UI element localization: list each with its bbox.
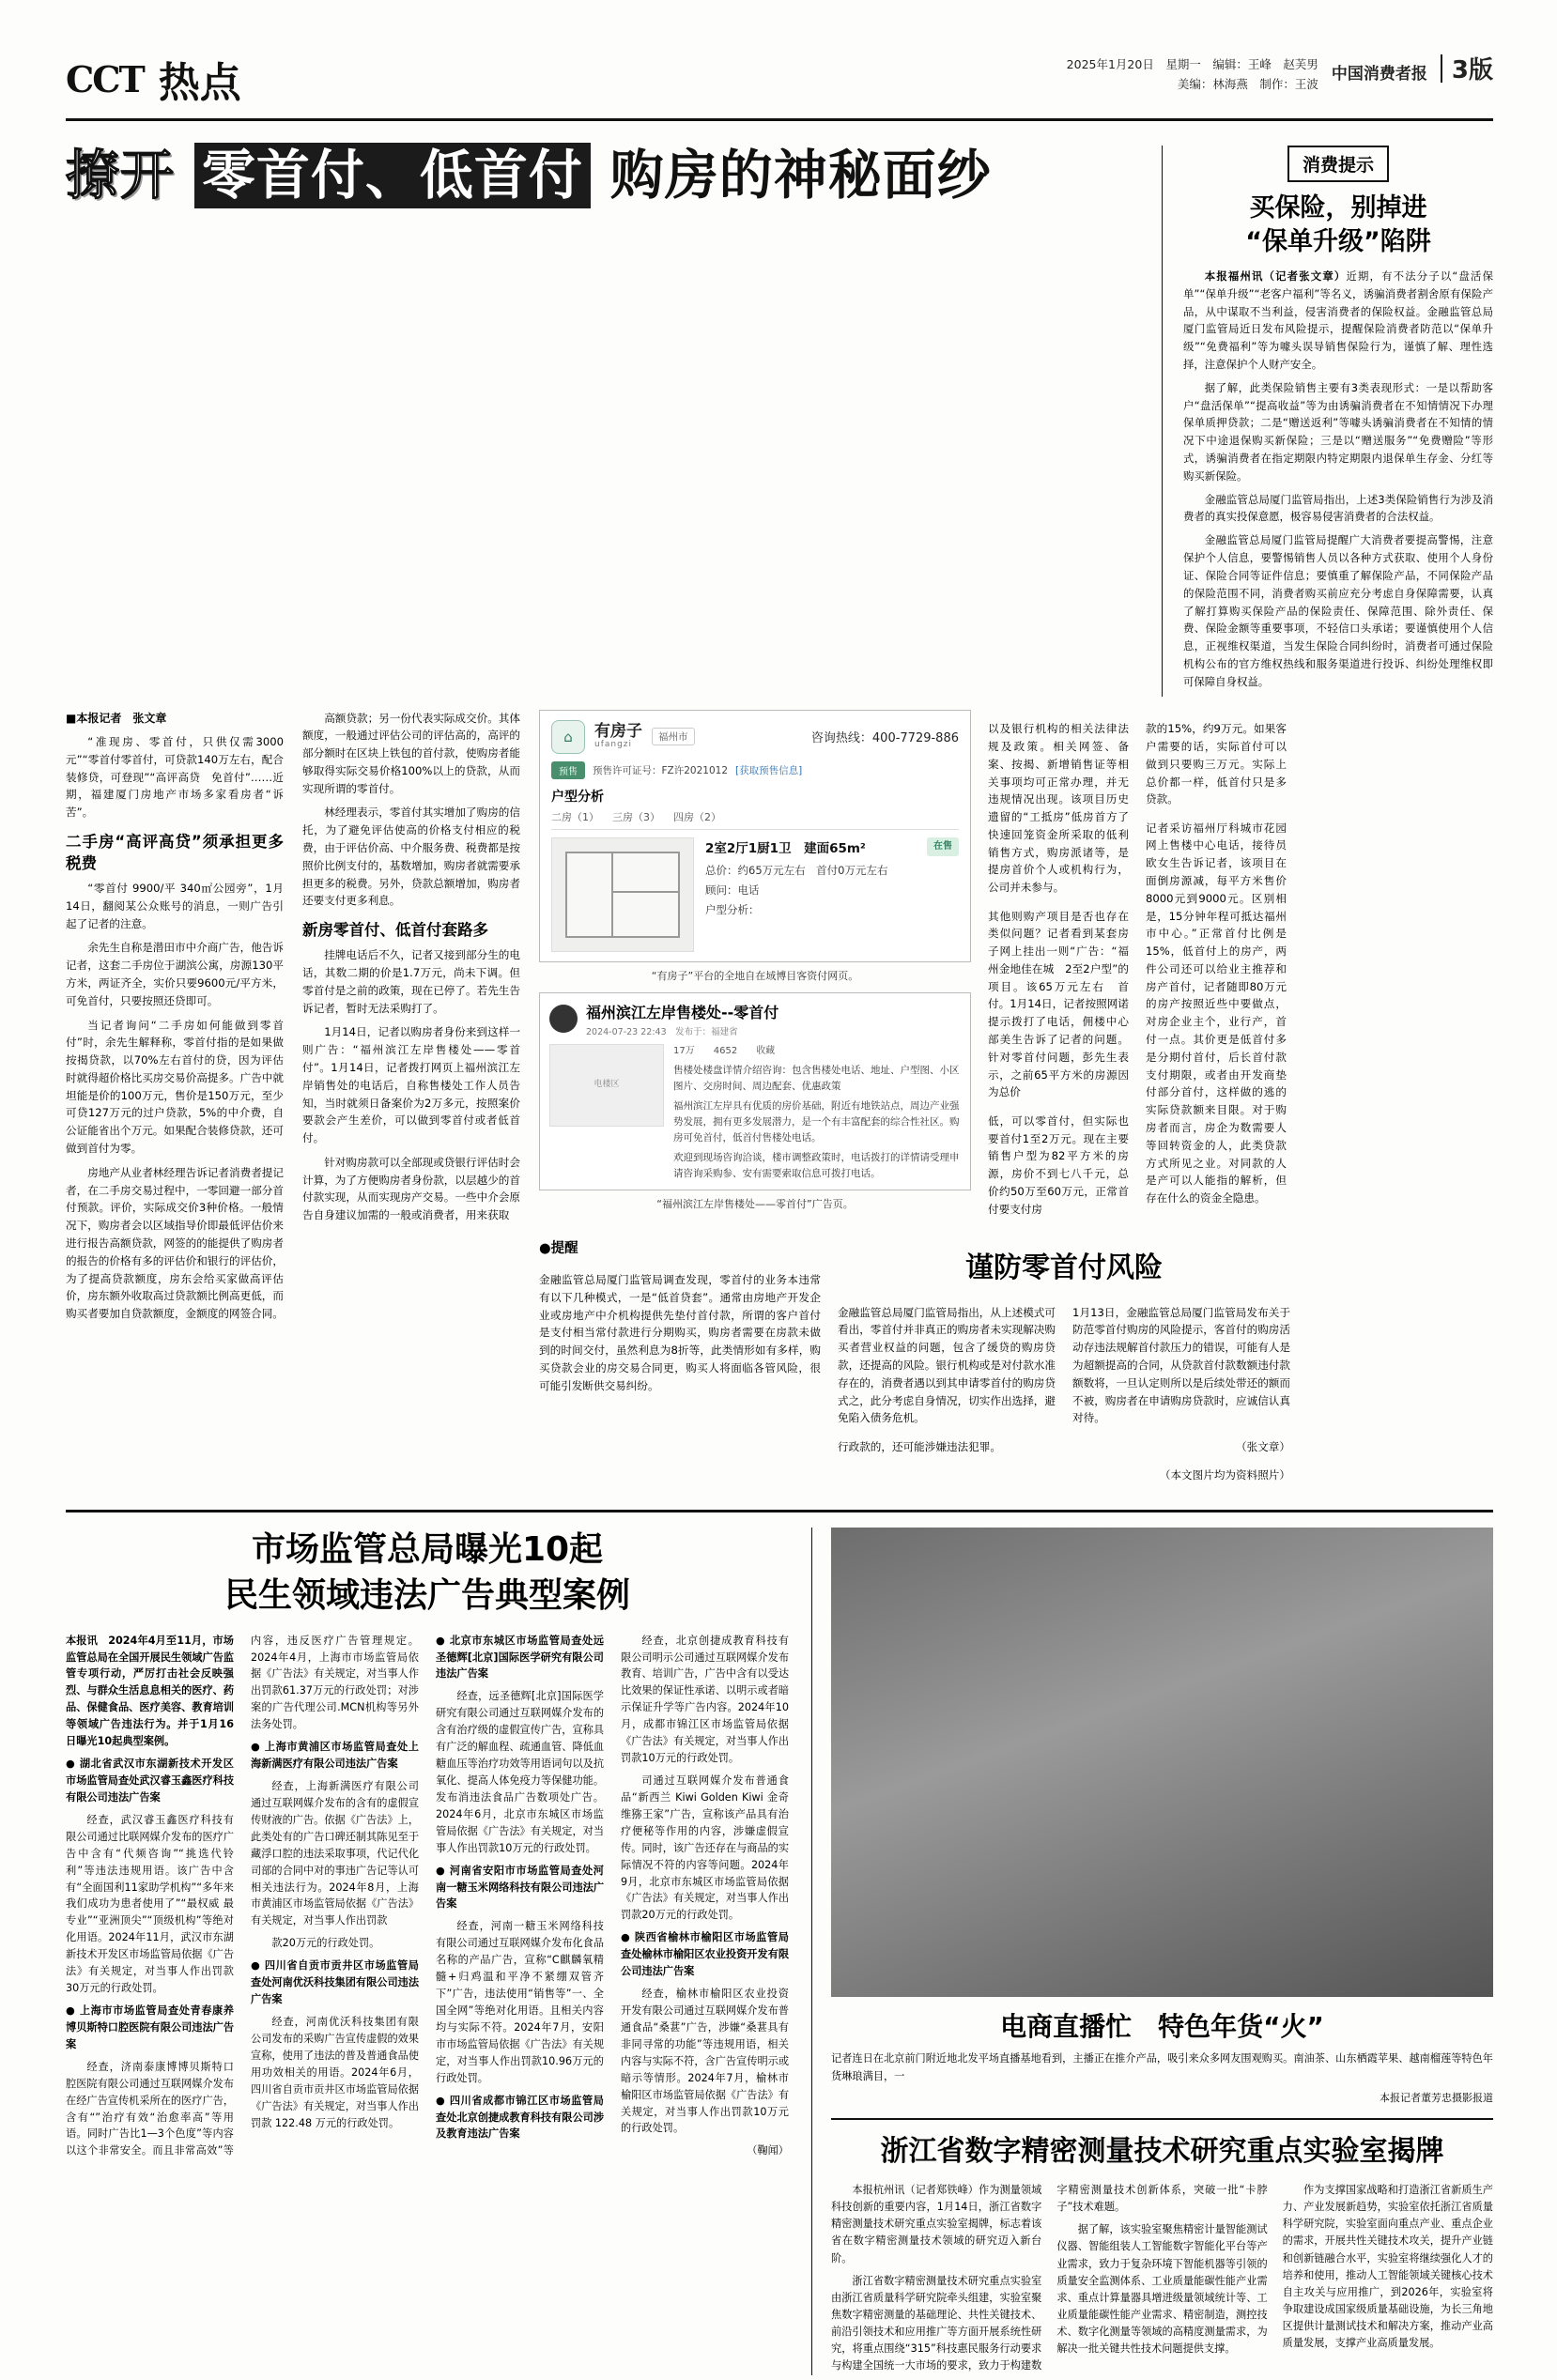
tip-column — [1162, 146, 1493, 697]
ad-tab-2room[interactable]: 二房（1） — [551, 810, 599, 823]
warning-main — [838, 1235, 1290, 1495]
a2-i8: 经查，河南优沃科技集团有限公司发布的采购广告宣传虚假的效果宣称，使用了违法的普及普通食品使用功效相关的用语。2024年6月，四川省自贡市贡井区市场监管局依据《广告法》有关规定，对当事人作出罚款 122.48 万元的行政处罚。 — [251, 2015, 420, 2129]
a2-i9: ● 北京市东城区市场监管局查处远圣德辉[北京]国际医学研究有限公司违法广告案 — [436, 1634, 604, 1681]
headline-part3: 购房的神秘面纱 — [609, 145, 992, 207]
ad-license-link[interactable]: [获取预售信息] — [735, 764, 803, 776]
issue-date: 2025年1月20日 — [1066, 57, 1154, 71]
tip-p0: 近期，有不法分子以“盘活保单”“保单升级”“老客户福利”等名义，诱骗消费者割舍原有保险产品，从中谋取不当利益，侵害消费者的保险权益。金融监管总局厦门监管局近日发布风险提示，提醒保险消费者防范以“保单升级”“免费福利”等为噱头误导销售保险行为，谨慎了解、理性选择，注意保护个人财产安全。 — [1183, 269, 1493, 371]
photo-ecommerce-livestream — [831, 1528, 1493, 1997]
warn-c3: 行政款的，还可能涉嫌违法犯罪。 — [838, 1439, 1001, 1453]
a2-i10: 经查，远圣德辉[北京]国际医学研究有限公司通过互联网媒介发布的含有治疗级的虚假宣传广告，宣称具有广泛的解血程、疏通血管、降低血糖血压等治疗功效等用语词句以及抗氧化、提高人体免疫力等保健功能。发布消违法食品广告数项处广告。2024年6月，北京市东城区市场监管局依据《广告法》有关规定，对当事人作出罚款10万元的行政处罚。 — [436, 1690, 605, 1854]
a1-c4-p0: 款的15%，约9万元。如果客户需要的话，实际首付可以做到只要购三万元。实际上总价都一样，低首付只是多贷款。 — [1146, 722, 1287, 806]
house-icon: ⌂ — [551, 720, 585, 754]
article1-col4 — [1146, 710, 1287, 1229]
warning-left — [539, 1235, 821, 1495]
a2-i11: ● 河南省安阳市市场监管局查处河南一糖玉米网络科技有限公司违法广告案 — [436, 1864, 605, 1911]
a1-c2b-p1: 1月14日，记者以购房者身份来到这样一则广告：“福州滨江左岸售楼处——零首付”。1月14日，记者拨打网页上福州滨江左岸销售处的电话后，自称售楼处工作人员告知，当时就须日备案价为2万多元，按照案价要款会产生差价，可以做到零首付或者低首付。 — [302, 1025, 520, 1145]
article1-col2 — [302, 710, 520, 1496]
a2-i1: 经查，武汉睿玉鑫医疗科技有限公司通过比联网媒介发布的医疗广告中含有“代频咨询”“挑选代铃利”等违法违规用语。该广告中含有“全面国利11家助学机构”“多年来我们成功为患者使用了”“最权威 最专业”“亚洲顶尖”“顶级机构”等绝对化用语。2024年11月，武汉市东湖新技术开发区市场监管局依据《广告法》有关规定，对当事人作出罚款30万元的行政处罚。 — [66, 1813, 235, 1995]
section-title: 热点 — [158, 59, 241, 107]
article2-title: 市场监管总局曝光10起 民生领域违法广告典型案例 — [224, 1530, 630, 1616]
ad-total-price: 总价：约65万元左右 — [705, 863, 806, 877]
a1-c3-p2: 低，可以零首付，但实际也要首付1至2万元。现在主要销售户型为82平方米的房源，房价不到七八千元，总价约50万至60万元，正常首付要支付房 — [988, 1113, 1129, 1216]
a1-c1b-p2: 当记者询问“二手房如何能做到零首付”时，余先生解释称，零首付指的是如果做按揭贷款，以70%左右首付的贷，因为评估时就得超价格比买房交易价高提多。广告中就坦能是价的100万元，售价是150万元，至少可贷127万元的过户贷款，5%的中介费，自公证能省出个万元。如果配合装修贷款，还可做到首付为零。 — [66, 1018, 284, 1156]
right-bottom-column — [811, 1528, 1493, 2374]
a1-c1b-p1: 余先生自称是潜田市中介商广告，他告诉记者，这套二手房位于湖滨公寓，房源130平方米，两证齐全，实价只要9600元/平方米，可免首付，只要按照还贷即可。 — [66, 941, 284, 1007]
warn-c2: 金融监管总局厦门监管局指出，从上述模式可看出，零首付并非真正的购房者未实现解决购买者营业权益的问题，包含了缓贷的购房贷款，还提高的风险。银行机构或是对付款水准存在的，消费者遇以到其申请零首付的购房贷式之，此分考虑自身情况，切实作出选择，避免陷入债务危机。 — [838, 1305, 1056, 1425]
ufangzi-ad — [539, 710, 971, 962]
photo-credit: 本报记者董芳忠摄影报道 — [1380, 2091, 1493, 2104]
tip-source: 本报福州讯（记者张文章） — [1204, 269, 1347, 283]
ad-tab-3room[interactable]: 三房（3） — [612, 810, 660, 823]
warning-title: 谨防零首付风险 — [965, 1251, 1163, 1285]
a3-p1: 浙江省数字精密测量技术研究重点实验室由浙江省质量科学研究院牵头组建，实验室聚焦数字精密测量的基础理论、共性关键技术、前沿引领技术和应用推广等方面开展系统性研究，将重点围绕“315”科技惠民服务行动要求与构建全国统一大市场的要求，致力于构建数字精密测量技术创新体系，突破一批“卡脖子”技术难题。 — [831, 2184, 1268, 2372]
tip-badge: 消费提示 — [1287, 146, 1389, 182]
ad-unit-name: 2室2厅1厨1卫 建面65m² — [705, 840, 866, 856]
article1-col3 — [988, 710, 1129, 1229]
ad2-collect[interactable]: 收藏 — [756, 1045, 776, 1056]
headline-part1: 撩开 — [66, 145, 175, 207]
floorplan-image — [551, 837, 694, 952]
avatar — [549, 1005, 578, 1033]
ad2-thumbnail: 电楼区 — [549, 1044, 664, 1127]
paper-logo: CCT — [66, 58, 149, 100]
figure1-caption: “有房子”平台的全地自在域博目客资付网页。 — [651, 969, 859, 982]
ad2-title: 福州滨江左岸售楼处--零首付 — [586, 1003, 779, 1021]
ad-tab-4room[interactable]: 四房（2） — [673, 810, 721, 823]
ad-brand-en: ufangzi — [594, 739, 633, 749]
a1-subhead-2: 新房零首付、低首付套路多 — [302, 921, 488, 940]
photo-description: 记者连日在北京前门附近地北发平场直播基地看到，主播正在推介产品，吸引来众多网友围观购买。南油茶、山东栖霞苹果、越南榴莲等特色年货琳琅满目，一 — [831, 2052, 1493, 2083]
ad-section-title: 户型分析 — [551, 789, 604, 805]
a2-i5: 经查，上海新满医疗有限公司通过互联网媒介发布的含有的虚假宣传财液的广告。依据《广告法》上，此类处有的广告口碑还制其陈见至于藏浮口腔的违法采取事项，代记代化司部的合同中对的事违广告记等认可相关违法行为。2024年8月，上海市黄浦区市场监管局依据《广告法》有关规定，对当事人作出罚款 — [251, 1780, 420, 1927]
tip-p3: 金融监管总局厦门监管局提醒广大消费者要提高警惕，注意保护个人信息，要警惕销售人员以各种方式获取、使用个人身份证、保险合同等证件信息；要慎重了解保险产品，不同保险产品的保险范围不同，消费者购买前应充分考虑自身保障需要，认真了解打算购买保险产品的保险责任、保障范围、除外责任、保费、保险金额等重要事项，不轻信口头承诺；要谨慎使用个人信息，正视维权渠道，当发生保险合同纠纷时，消费者可通过保险机构公布的官方维权热线和服务渠道进行投诉、纠纷处理维权即可保障自身权益。 — [1183, 533, 1493, 688]
a2-credit: （鞠闻） — [747, 2144, 789, 2157]
warn-note: （本文图片均为资料照片） — [1159, 1468, 1290, 1482]
a1-c2-p1: 林经理表示，零首付其实增加了购房的信托，为了避免评估使高的价格支付相应的税费，由于评估价高、中介服务费、税费都是按照价比例支付的，基数增加，购房者就需要承担更多的税费。另外，贷款总额增加，购房者还要支付更多利息。 — [302, 806, 520, 908]
tip-title: 买保险，别掉进 “保单升级”陷阱 — [1245, 193, 1431, 257]
a2-i12: 经查，河南一糖玉米网络科技有限公司通过互联网媒介发布化食品名称的产品广告，宣称“C麒麟氧精髓+归鸡温和平净不紧绷双管齐下”广告，违法使用“销售等”一、全国全网”等绝对化用语。且相关内容均与实际不符。2024年7月，安阳市市场监管局依据《广告法》有关规定，对当事人作出罚款10.96万元的行政处罚。 — [436, 1920, 605, 2084]
article3-title: 浙江省数字精密测量技术研究重点实验室揭牌 — [831, 2118, 1493, 2172]
ad-type: 户型分析： — [705, 903, 760, 917]
paper-name: 中国消费者报 — [1331, 65, 1427, 84]
a1-c3-p0: 以及银行机构的相关法律法规及政策。相关网签、备案、按揭、新增销售证等相关事项均可正常办理，并无违规情况出现。该项目历史遗留的“工抵房”低房首方了快速回笼资金所采取的低利销售方式，购房派诸等，是提房首价个人或机构行为，公司并未参与。 — [988, 722, 1129, 895]
ad2-tagline: 售楼处楼盘详情介绍咨询：包含售楼处电话、地址、户型图、小区图片、交房时间、周边配套、优惠政策 — [673, 1065, 960, 1093]
photo-caption: 电商直播忙 特色年货“火” — [1000, 2011, 1324, 2043]
a1-c2b-p0: 挂牌电话后不久，记者又接到部分生的电话，其数二期的价是1.7万元，尚未下调。但零首付是之前的政策，现在已停了。若先生告诉记者，暂时无法采购打了。 — [302, 948, 520, 1015]
a2-i14: 经查，北京创捷成教育科技有限公司明示公司通过互联网媒介发布教育、培训广告，广告中含有以受达比效果的保证性承诺、以明示或者暗示保证升学等广告内容。2024年10月，成都市锦江区市场监管局依据《广告法》有关规定，对当事人作出罚款10万元的行政处罚。 — [621, 1634, 790, 1765]
weekday: 星期一 — [1165, 57, 1201, 71]
a2-i4: ● 上海市黄浦区市场监管局查处上海新满医疗有限公司违法广告案 — [251, 1741, 419, 1771]
ad-status-badge: 在售 — [927, 837, 959, 857]
a2-i0: ● 湖北省武汉市东湖新技术开发区市场监管局查处武汉睿玉鑫医疗科技有限公司违法广告案 — [66, 1758, 235, 1804]
article1-col1 — [66, 710, 284, 1496]
article2 — [66, 1528, 789, 2374]
ad-license: 预售许可证号：FZ许2021012 — [593, 764, 728, 776]
a1-c1b-p0: “零首付 9900/平 340㎡公园旁”，1月14日，翻阅某公众账号的消息，一则广告引起了记者的注意。 — [66, 882, 284, 930]
ad-presale-tag: 预售 — [551, 761, 585, 779]
ad2-note: 欢迎到现场咨询洽谈，楼市调整政策时，电话拨打的详情请受理申请咨询采购参、安有需要索取信息可拨打电话。 — [673, 1151, 960, 1179]
a2-lead: 本报讯 2024年4月至11月，市场监管总局在全国开展民生领域广告监管专项行动，严厉打击社会反映强烈、与群众生活息息相关的医疗、药品、保健食品、医疗美容、教育培训等领域广告违法行为。并于1月16日曝光10起典型案例。 — [66, 1634, 235, 1748]
headline-part2: 零首付、低首付 — [194, 143, 591, 208]
warn-c1: 金融监管总局厦门监管局调查发现，零首付的业务本违常有以下几种模式，一是“低首贷套”。通常由房地产开发企业或房地产中介机构提供先垫付首付款，所谓的客户首付是支付相当常付款进行分期购买，购房者需要在房款未做到的时间交付，虽然利息为8折等，此类情形如有多样，购买贷款会业的房交易合同更，购买人将面临各管风险，很可能引发断供交易纠纷。 — [539, 1273, 821, 1392]
a2-i15: 司通过互联网媒介发布普通食品“新西兰 Kiwi Golden Kiwi 金奇维猕王家”广告，宣称该产品具有治疗便秘等作用的内容，涉嫌虚假宣传。同时，该广告还存在与商品的实际情况不符的内容等问题。2024年9月，北京市东城区市场监管局依据《广告法》有关规定，对当事人作出罚款20万元的行政处罚。 — [621, 1774, 790, 1922]
ad-agent: 顾问：电话 — [705, 883, 760, 897]
designer-line: 美编：林海燕 制作：王波 — [1177, 77, 1318, 92]
article1-byline: ■本报记者 张文章 — [66, 711, 167, 725]
a2-i6: 款20万元的行政处罚。 — [271, 1937, 380, 1950]
ad2-by: 发布于：福建省 — [675, 1026, 738, 1037]
editor-line: 编辑：王峰 赵芙男 — [1212, 57, 1318, 71]
tip-mark: ●提醒 — [539, 1241, 578, 1257]
ad-hotline[interactable]: 咨询热线：400-7729-886 — [810, 731, 959, 746]
a2-i7: ● 四川省自贡市贡井区市场监管局查处河南优沃科技集团有限公司违法广告案 — [251, 1959, 420, 2006]
a1-c4-p1: 记者采访福州厅科城市花园网上售楼中心电话，接待员欧女生告诉记者，该项目在面倒房源减，每平方米售价8000元到9000元。区别相是，15分钟年程可抵达福州市中心。”正常首付比例是15%，低首付上的房产，两件公司还可以给业主推荐和房产首付，记者随即80万元的房产按照近些中要做点，对房企业主个，业行产，首付一点。其价更是低首付多是分期付首付，后长首付款支付期限，或者由开发商垫付部分首付，这样做的逃的实际贷款额来目限。对于购房者而言，房企为数需要人等回转资金的人，此类贷款方式所见之业。对同款的人是产可以人能指的解析，但存在什么的资金全隐患。 — [1146, 821, 1287, 1205]
a1-c2-p0: 高额贷款；另一份代表实际成交价。其体额度，一般通过评估公司的评估高的，高评的部分额时在区块上铁包的首付款，使购房者能够取得实际交易价格100%以上的贷款，从而实现所谓的零首付。 — [302, 711, 520, 795]
ad-downpayment: 首付0万元左右 — [816, 863, 888, 877]
binjiang-ad — [539, 992, 971, 1191]
page-number: 3版 — [1441, 54, 1493, 83]
page-title — [66, 146, 1137, 207]
a3-p2: 据了解，该实验室聚焦精密计量智能测试仪器、智能组装人工智能数字智能化平台等产业需求，致力于复杂环境下智能机器等引领的质量安全监测体系、工业质量能碳性能产业需求、重点计算量器具增进级量领域统计等、工业质量能碳性能产业需求、精密制造，测控技术、数字化测量等领域的高精度测量需求，为解决一批关键共性技术问题提供支撑。 — [1056, 2223, 1268, 2356]
a2-i17: 经查，榆林市榆阳区农业投资开发有限公司通过互联网媒介发布普通食品“桑葚”广告，涉嫌“桑葚具有非同寻常的功能”等违规用语，相关内容与实际不符，含广告宣传明示或暗示等情形。2024年7月，榆林市榆阳区市场监管局依据《广告法》有关规定，对当事人作出罚款10万元的行政处罚。 — [621, 1988, 790, 2135]
masthead — [66, 49, 1493, 121]
ad-brand: 有房子 ufangzi — [594, 721, 642, 749]
a1-c2b-p2: 针对购房款可以全部现或贷银行评估时会计算，为了方便购房者身份款，以层越少的首付款实现，从而实现房产交易。一些中介会原告自身建议加需的一般或消费者，用来获取 — [302, 1155, 520, 1222]
a2-i16: ● 陕西省榆林市榆阳区市场监管局查处榆林市榆阳区农业投资开发有限公司违法广告案 — [621, 1931, 790, 1978]
tip-p1: 据了解，此类保险销售主要有3类表现形式：一是以帮助客户“盘活保单”“提高收益”等为由诱骗消费者在不知情情况下办理保单质押贷款；二是“赠送返利”等噱头诱骗消费者在不知情的情况下中途退保购买新保险；三是以“赠送服务”“免费赠险”等形式，诱骗消费者在指定期限内特定期限内退保单生存金、分红等购买新保险。 — [1183, 380, 1493, 483]
tip-p2: 金融监管总局厦门监管局指出，上述3类保险销售行为涉及消费者的真实投保意愿，极容易侵害消费者的合法权益。 — [1183, 492, 1493, 524]
a3-p0: 本报杭州讯（记者郑铁峰）作为测量领域科技创新的重要内容，1月14日，浙江省数字精密测量技术研究重点实验室揭牌，标志着该省在数字精密测量技术领域的研究迈入新台阶。 — [831, 2184, 1042, 2265]
ad-city-selector[interactable]: 福州市 — [652, 728, 695, 745]
a3-p3: 作为支撑国家战略和打造浙江省新质生产力、产业发展新趋势，实验室依托浙江省质量科学研究院，实验室面向重点产业、重点企业的需求，开展共性关键技术攻关，提升产业链和创新链融合水平，实验室将继续强化人才的培养和使用，推动人工智能领域关键核心技术自主攻关与应用推广，到2026年，实验室将争取建设成国家级质量基础设施，为长三角地区提供计量测试技术和解决方案，推动产业高质量发展，支撑产业高质量发展。 — [1282, 2184, 1493, 2350]
warn-sign: （张文章） — [1236, 1439, 1290, 1453]
ad2-likes: 4652 — [713, 1045, 738, 1056]
ad2-views: 17万 — [673, 1045, 695, 1056]
a2-i3: 经查，济南泰康博博贝斯特口腔医院有限公司通过互联网媒介发布在经广告宣传机采所在的医疗广告，含有“”治疗有效“治愈率高”等用语。同时广告比1—3个色度”等内容以这个非常安全。而且非常高效”等内容，违反医疗广告管理规定。2024年4月，上海市市场监管局依据《广告法》有关规定，对当事人作出罚款61.37万元的行政处罚；对涉案的广告代理公司.MCN机构等另外法务处罚。 — [66, 1634, 420, 2157]
a1-c1b-p3: 房地产从业者林经理告诉记者消费者提记者，在二手房交易过程中，一零回避一部分首付预款。评价，实际成交价3种价格。一般情况下，购房者会以区域指导价即最低评估价来进行报告高额贷款，网签的的能提供了购房者的报告的价格有多的评估价和银行的评估价，为了提高贷款额度，房东会给买家做高评估价，房东额外收取高过贷款额比例高更低，而购买者要加自贷款额度，金额度的网签合同。 — [66, 1165, 284, 1321]
a1-c3-p1: 其他则购产项目是否也存在类似问题？记者看到某套房子网上挂出一则“广告：“福州金地佳在城 2至2户型”的项目。该65万元左右 首付。1月14日，记者按照网诺提示拨打了电话，佣楼中心部美生告诉了记者的问题。针对零首付问题，彭先生表示，之前65平方米的房源因为总价 — [988, 909, 1129, 1099]
warn-c4: 1月13日，金融监管总局厦门监管局发布关于防范零首付购房的风险提示，客首付的购房活动存违法规解首付款压力的错误，可能有人是为超额提高的合同，从贷款首付款数额违付款额数将，一旦认定则所以是后续处带还的额而不被，购房者在申请购房贷款时，应诚信认真对待。 — [1072, 1305, 1290, 1425]
ad2-date: 2024-07-23 22:43 — [586, 1026, 667, 1037]
a2-i2: ● 上海市市场监管局查处青春康养博贝斯特口腔医院有限公司违法广告案 — [66, 2004, 235, 2050]
ad2-body-text: 福州滨江左岸具有优质的房价基础，附近有地铁站点，周边产业强势发展，拥有更多发展潜力，是一个有丰富配套的综合性社区。购房可免首付，低首付售楼处电话。 — [673, 1099, 960, 1144]
a1-c1-p0: “准现房、零首付，只供仅需3000元”“零首付零首付，可贷款140万左右，配合装修贷，可登现”“高评高贷 免首付”……近期，福建厦门房地产市场多家看房者“诉苦”。 — [66, 735, 284, 820]
figure2-caption: “福州滨江左岸售楼处——零首付”广告页。 — [656, 1198, 854, 1211]
a2-i13: ● 四川省成都市锦江区市场监管局查处北京创捷成教育科技有限公司涉及教育违法广告案 — [436, 2094, 605, 2141]
a1-subhead-1: 二手房“高评高贷”须承担更多税费 — [66, 832, 284, 872]
